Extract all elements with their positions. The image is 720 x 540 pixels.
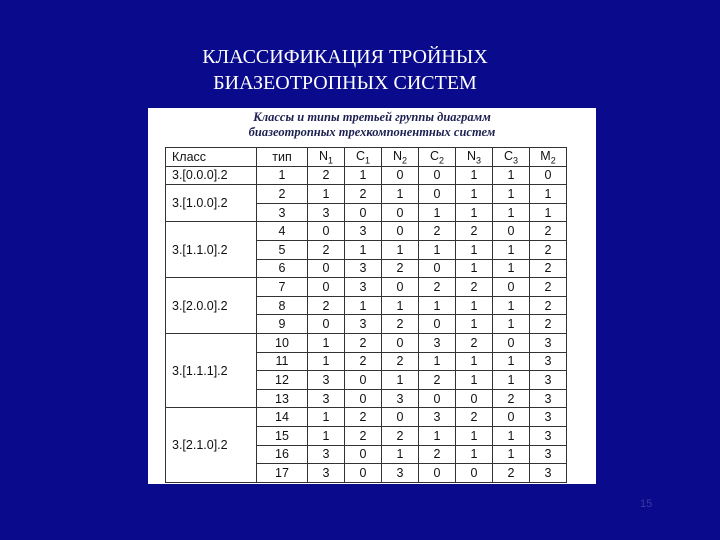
value-cell: 1 <box>493 203 530 222</box>
value-cell: 1 <box>530 185 567 204</box>
value-cell: 2 <box>493 389 530 408</box>
table-row <box>166 185 567 204</box>
type-cell: 12 <box>257 371 308 390</box>
table-panel <box>148 108 596 484</box>
slide-title <box>0 44 690 96</box>
value-cell: 0 <box>382 203 419 222</box>
type-cell: 3 <box>257 203 308 222</box>
value-cell: 0 <box>345 445 382 464</box>
header-subscript: 2 <box>439 155 445 166</box>
value-cell: 0 <box>530 166 567 185</box>
value-cell: 0 <box>382 408 419 427</box>
value-cell: 1 <box>382 185 419 204</box>
value-cell: 3 <box>345 315 382 334</box>
value-cell: 3 <box>419 333 456 352</box>
value-cell: 0 <box>419 259 456 278</box>
value-cell: 3 <box>382 464 419 483</box>
slide-title-line-1: КЛАССИФИКАЦИЯ ТРОЙНЫХ <box>202 46 488 68</box>
type-cell: 1 <box>257 166 308 185</box>
value-cell: 1 <box>493 445 530 464</box>
value-cell: 1 <box>345 240 382 259</box>
value-cell: 2 <box>345 352 382 371</box>
value-cell: 0 <box>308 222 345 241</box>
class-cell: 3.[1.1.0].2 <box>166 222 257 278</box>
table-header-cell: $C_2$ <box>419 148 456 167</box>
type-cell: 5 <box>257 240 308 259</box>
value-cell: 3 <box>530 333 567 352</box>
value-cell: 3 <box>530 426 567 445</box>
value-cell: 1 <box>308 408 345 427</box>
class-cell: 3.[2.1.0].2 <box>166 408 257 482</box>
value-cell: 1 <box>493 185 530 204</box>
value-cell: 3 <box>345 278 382 297</box>
value-cell: 0 <box>382 222 419 241</box>
value-cell: 1 <box>382 371 419 390</box>
value-cell: 2 <box>456 222 493 241</box>
value-cell: 2 <box>308 296 345 315</box>
value-cell: 2 <box>308 166 345 185</box>
value-cell: 0 <box>493 278 530 297</box>
table-header-cell: $N_2$ <box>382 148 419 167</box>
header-subscript: 3 <box>476 155 482 166</box>
value-cell: 1 <box>382 445 419 464</box>
value-cell: 2 <box>345 426 382 445</box>
value-cell: 3 <box>530 389 567 408</box>
value-cell: 1 <box>493 259 530 278</box>
type-cell: 2 <box>257 185 308 204</box>
value-cell: 2 <box>419 371 456 390</box>
value-cell: 1 <box>419 296 456 315</box>
value-cell: 2 <box>419 278 456 297</box>
value-cell: 0 <box>345 389 382 408</box>
value-cell: 3 <box>530 445 567 464</box>
value-cell: 0 <box>419 315 456 334</box>
classification-table <box>165 147 567 483</box>
table-header-cell: $N_3$ <box>456 148 493 167</box>
type-cell: 13 <box>257 389 308 408</box>
table-header-cell: $M_2$ <box>530 148 567 167</box>
value-cell: 2 <box>382 315 419 334</box>
value-cell: 1 <box>308 426 345 445</box>
value-cell: 1 <box>493 352 530 371</box>
table-row <box>166 166 567 185</box>
value-cell: 0 <box>419 464 456 483</box>
value-cell: 2 <box>493 464 530 483</box>
type-cell: 4 <box>257 222 308 241</box>
type-cell: 8 <box>257 296 308 315</box>
type-cell: 15 <box>257 426 308 445</box>
value-cell: 1 <box>456 426 493 445</box>
value-cell: 1 <box>493 426 530 445</box>
value-cell: 3 <box>308 464 345 483</box>
type-cell: 9 <box>257 315 308 334</box>
value-cell: 3 <box>308 371 345 390</box>
value-cell: 1 <box>345 166 382 185</box>
value-cell: 0 <box>456 464 493 483</box>
value-cell: 1 <box>456 240 493 259</box>
value-cell: 0 <box>419 185 456 204</box>
value-cell: 2 <box>345 408 382 427</box>
value-cell: 1 <box>456 352 493 371</box>
type-cell: 6 <box>257 259 308 278</box>
value-cell: 1 <box>530 203 567 222</box>
value-cell: 0 <box>493 408 530 427</box>
value-cell: 0 <box>493 333 530 352</box>
table-header-row <box>166 148 567 167</box>
table-caption <box>148 110 596 140</box>
table-header-cell: Класс <box>166 148 257 167</box>
value-cell: 1 <box>493 371 530 390</box>
value-cell: 3 <box>382 389 419 408</box>
value-cell: 1 <box>382 240 419 259</box>
table-row <box>166 408 567 427</box>
value-cell: 2 <box>382 259 419 278</box>
table-caption-line-1: Классы и типы третьей группы диаграмм <box>253 110 491 124</box>
header-subscript: 1 <box>365 155 371 166</box>
value-cell: 3 <box>530 464 567 483</box>
table-header-cell: $N_1$ <box>308 148 345 167</box>
value-cell: 1 <box>456 315 493 334</box>
value-cell: 2 <box>530 296 567 315</box>
value-cell: 2 <box>419 222 456 241</box>
value-cell: 2 <box>419 445 456 464</box>
value-cell: 1 <box>493 315 530 334</box>
value-cell: 2 <box>382 426 419 445</box>
value-cell: 2 <box>530 240 567 259</box>
value-cell: 3 <box>345 259 382 278</box>
value-cell: 1 <box>419 426 456 445</box>
class-cell: 3.[1.1.1].2 <box>166 333 257 407</box>
value-cell: 2 <box>530 315 567 334</box>
page-number: 15 <box>640 498 653 510</box>
class-cell: 3.[1.0.0].2 <box>166 185 257 222</box>
value-cell: 0 <box>382 333 419 352</box>
value-cell: 3 <box>530 371 567 390</box>
value-cell: 1 <box>419 203 456 222</box>
table-row <box>166 222 567 241</box>
value-cell: 2 <box>456 408 493 427</box>
slide-title-line-2: БИАЗЕОТРОПНЫХ СИСТЕМ <box>213 72 477 94</box>
value-cell: 0 <box>419 389 456 408</box>
header-subscript: 2 <box>550 155 556 166</box>
value-cell: 0 <box>345 464 382 483</box>
value-cell: 2 <box>345 185 382 204</box>
value-cell: 1 <box>345 296 382 315</box>
value-cell: 1 <box>456 185 493 204</box>
header-subscript: 2 <box>402 155 408 166</box>
value-cell: 1 <box>382 296 419 315</box>
type-cell: 17 <box>257 464 308 483</box>
header-subscript: 1 <box>328 155 334 166</box>
value-cell: 3 <box>530 352 567 371</box>
table-header-cell: $C_1$ <box>345 148 382 167</box>
value-cell: 0 <box>419 166 456 185</box>
value-cell: 1 <box>493 296 530 315</box>
value-cell: 1 <box>456 166 493 185</box>
value-cell: 0 <box>308 259 345 278</box>
value-cell: 1 <box>456 259 493 278</box>
value-cell: 0 <box>345 203 382 222</box>
type-cell: 11 <box>257 352 308 371</box>
value-cell: 1 <box>456 445 493 464</box>
table-caption-line-2: биазеотропных трехкомпонентных систем <box>248 125 496 139</box>
value-cell: 1 <box>419 240 456 259</box>
value-cell: 1 <box>308 185 345 204</box>
value-cell: 1 <box>308 333 345 352</box>
value-cell: 1 <box>419 352 456 371</box>
value-cell: 1 <box>493 166 530 185</box>
value-cell: 1 <box>456 371 493 390</box>
value-cell: 3 <box>419 408 456 427</box>
class-cell: 3.[2.0.0].2 <box>166 278 257 334</box>
type-cell: 7 <box>257 278 308 297</box>
value-cell: 1 <box>493 240 530 259</box>
value-cell: 0 <box>345 371 382 390</box>
type-cell: 14 <box>257 408 308 427</box>
value-cell: 1 <box>456 296 493 315</box>
value-cell: 3 <box>308 389 345 408</box>
value-cell: 0 <box>382 278 419 297</box>
table-header-cell: $C_3$ <box>493 148 530 167</box>
type-cell: 10 <box>257 333 308 352</box>
value-cell: 3 <box>530 408 567 427</box>
value-cell: 1 <box>308 352 345 371</box>
value-cell: 2 <box>530 278 567 297</box>
table-header-cell: тип <box>257 148 308 167</box>
value-cell: 2 <box>456 278 493 297</box>
value-cell: 0 <box>308 315 345 334</box>
type-cell: 16 <box>257 445 308 464</box>
value-cell: 0 <box>382 166 419 185</box>
value-cell: 2 <box>530 259 567 278</box>
value-cell: 3 <box>345 222 382 241</box>
table-row <box>166 333 567 352</box>
header-subscript: 3 <box>513 155 519 166</box>
table-row <box>166 278 567 297</box>
value-cell: 2 <box>456 333 493 352</box>
value-cell: 2 <box>345 333 382 352</box>
value-cell: 2 <box>308 240 345 259</box>
value-cell: 2 <box>530 222 567 241</box>
table-body <box>166 166 567 482</box>
value-cell: 0 <box>456 389 493 408</box>
value-cell: 0 <box>308 278 345 297</box>
value-cell: 3 <box>308 203 345 222</box>
value-cell: 1 <box>456 203 493 222</box>
value-cell: 3 <box>308 445 345 464</box>
value-cell: 2 <box>382 352 419 371</box>
class-cell: 3.[0.0.0].2 <box>166 166 257 185</box>
value-cell: 0 <box>493 222 530 241</box>
